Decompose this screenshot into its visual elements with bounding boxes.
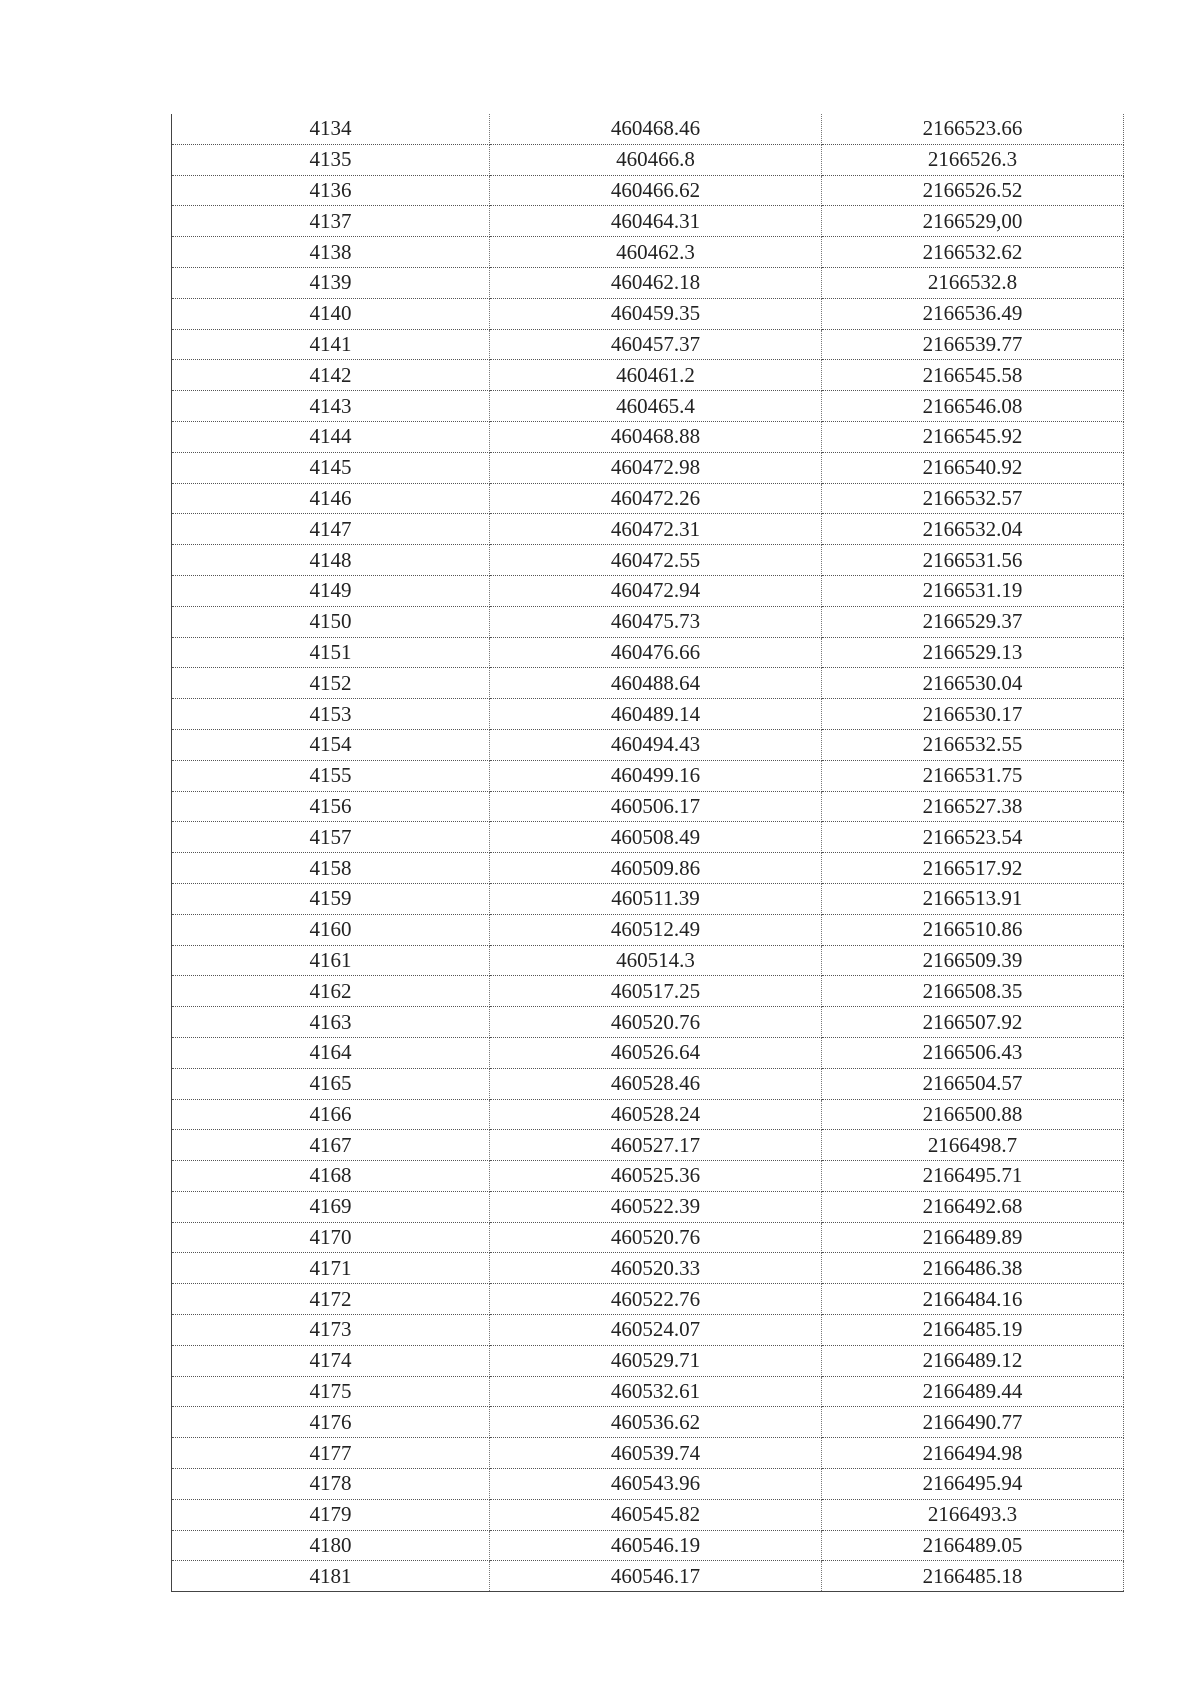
point-id-cell: 4163 bbox=[172, 1007, 490, 1038]
point-id-cell: 4164 bbox=[172, 1037, 490, 1068]
point-id-cell: 4165 bbox=[172, 1068, 490, 1099]
x-coordinate-cell: 460546.17 bbox=[490, 1561, 822, 1592]
point-id-cell: 4134 bbox=[172, 114, 490, 144]
y-coordinate-cell: 2166489.44 bbox=[822, 1376, 1124, 1407]
y-coordinate-cell: 2166532.8 bbox=[822, 267, 1124, 298]
x-coordinate-cell: 460536.62 bbox=[490, 1407, 822, 1438]
y-coordinate-cell: 2166526.3 bbox=[822, 144, 1124, 175]
table-row bbox=[172, 1376, 1124, 1407]
table-row bbox=[172, 1499, 1124, 1530]
x-coordinate-cell: 460527.17 bbox=[490, 1130, 822, 1161]
y-coordinate-cell: 2166531.56 bbox=[822, 545, 1124, 576]
table-row bbox=[172, 822, 1124, 853]
x-coordinate-cell: 460459.35 bbox=[490, 298, 822, 329]
x-coordinate-cell: 460520.76 bbox=[490, 1007, 822, 1038]
y-coordinate-cell: 2166539.77 bbox=[822, 329, 1124, 360]
table-row bbox=[172, 606, 1124, 637]
y-coordinate-cell: 2166530.04 bbox=[822, 668, 1124, 699]
point-id-cell: 4176 bbox=[172, 1407, 490, 1438]
y-coordinate-cell: 2166504.57 bbox=[822, 1068, 1124, 1099]
y-coordinate-cell: 2166527.38 bbox=[822, 791, 1124, 822]
point-id-cell: 4177 bbox=[172, 1438, 490, 1469]
x-coordinate-cell: 460525.36 bbox=[490, 1161, 822, 1192]
x-coordinate-cell: 460511.39 bbox=[490, 883, 822, 914]
y-coordinate-cell: 2166493.3 bbox=[822, 1499, 1124, 1530]
table-row bbox=[172, 575, 1124, 606]
point-id-cell: 4137 bbox=[172, 206, 490, 237]
point-id-cell: 4172 bbox=[172, 1284, 490, 1315]
x-coordinate-cell: 460466.8 bbox=[490, 144, 822, 175]
point-id-cell: 4171 bbox=[172, 1253, 490, 1284]
x-coordinate-cell: 460488.64 bbox=[490, 668, 822, 699]
point-id-cell: 4142 bbox=[172, 360, 490, 391]
point-id-cell: 4152 bbox=[172, 668, 490, 699]
y-coordinate-cell: 2166529.13 bbox=[822, 637, 1124, 668]
point-id-cell: 4158 bbox=[172, 853, 490, 884]
x-coordinate-cell: 460462.3 bbox=[490, 237, 822, 268]
table-row bbox=[172, 668, 1124, 699]
y-coordinate-cell: 2166485.19 bbox=[822, 1315, 1124, 1346]
point-id-cell: 4159 bbox=[172, 883, 490, 914]
y-coordinate-cell: 2166498.7 bbox=[822, 1130, 1124, 1161]
y-coordinate-cell: 2166489.05 bbox=[822, 1530, 1124, 1561]
y-coordinate-cell: 2166530.17 bbox=[822, 699, 1124, 730]
x-coordinate-cell: 460522.76 bbox=[490, 1284, 822, 1315]
x-coordinate-cell: 460506.17 bbox=[490, 791, 822, 822]
table-row bbox=[172, 637, 1124, 668]
y-coordinate-cell: 2166531.75 bbox=[822, 760, 1124, 791]
x-coordinate-cell: 460526.64 bbox=[490, 1037, 822, 1068]
point-id-cell: 4157 bbox=[172, 822, 490, 853]
x-coordinate-cell: 460499.16 bbox=[490, 760, 822, 791]
x-coordinate-cell: 460522.39 bbox=[490, 1191, 822, 1222]
point-id-cell: 4180 bbox=[172, 1530, 490, 1561]
y-coordinate-cell: 2166489.12 bbox=[822, 1345, 1124, 1376]
point-id-cell: 4166 bbox=[172, 1099, 490, 1130]
x-coordinate-cell: 460472.55 bbox=[490, 545, 822, 576]
x-coordinate-cell: 460546.19 bbox=[490, 1530, 822, 1561]
point-id-cell: 4168 bbox=[172, 1161, 490, 1192]
table-row bbox=[172, 1530, 1124, 1561]
table-row bbox=[172, 699, 1124, 730]
point-id-cell: 4181 bbox=[172, 1561, 490, 1592]
x-coordinate-cell: 460514.3 bbox=[490, 945, 822, 976]
point-id-cell: 4150 bbox=[172, 606, 490, 637]
y-coordinate-cell: 2166529.37 bbox=[822, 606, 1124, 637]
table-row bbox=[172, 1161, 1124, 1192]
table-row bbox=[172, 976, 1124, 1007]
table-row bbox=[172, 329, 1124, 360]
point-id-cell: 4145 bbox=[172, 452, 490, 483]
table-row bbox=[172, 1037, 1124, 1068]
y-coordinate-cell: 2166532.04 bbox=[822, 514, 1124, 545]
x-coordinate-cell: 460476.66 bbox=[490, 637, 822, 668]
y-coordinate-cell: 2166484.16 bbox=[822, 1284, 1124, 1315]
x-coordinate-cell: 460517.25 bbox=[490, 976, 822, 1007]
y-coordinate-cell: 2166506.43 bbox=[822, 1037, 1124, 1068]
point-id-cell: 4173 bbox=[172, 1315, 490, 1346]
table-row bbox=[172, 483, 1124, 514]
y-coordinate-cell: 2166513.91 bbox=[822, 883, 1124, 914]
y-coordinate-cell: 2166509.39 bbox=[822, 945, 1124, 976]
x-coordinate-cell: 460472.26 bbox=[490, 483, 822, 514]
table-row bbox=[172, 175, 1124, 206]
point-id-cell: 4155 bbox=[172, 760, 490, 791]
point-id-cell: 4140 bbox=[172, 298, 490, 329]
point-id-cell: 4136 bbox=[172, 175, 490, 206]
point-id-cell: 4161 bbox=[172, 945, 490, 976]
x-coordinate-cell: 460489.14 bbox=[490, 699, 822, 730]
point-id-cell: 4179 bbox=[172, 1499, 490, 1530]
table-row bbox=[172, 545, 1124, 576]
x-coordinate-cell: 460529.71 bbox=[490, 1345, 822, 1376]
table-row bbox=[172, 853, 1124, 884]
point-id-cell: 4175 bbox=[172, 1376, 490, 1407]
x-coordinate-cell: 460475.73 bbox=[490, 606, 822, 637]
y-coordinate-cell: 2166540.92 bbox=[822, 452, 1124, 483]
y-coordinate-cell: 2166536.49 bbox=[822, 298, 1124, 329]
table-row bbox=[172, 1130, 1124, 1161]
table-row bbox=[172, 1222, 1124, 1253]
table-row bbox=[172, 1315, 1124, 1346]
point-id-cell: 4143 bbox=[172, 391, 490, 422]
point-id-cell: 4154 bbox=[172, 729, 490, 760]
table-row bbox=[172, 945, 1124, 976]
x-coordinate-cell: 460524.07 bbox=[490, 1315, 822, 1346]
table-row bbox=[172, 760, 1124, 791]
x-coordinate-cell: 460465.4 bbox=[490, 391, 822, 422]
table-row bbox=[172, 1068, 1124, 1099]
point-id-cell: 4151 bbox=[172, 637, 490, 668]
x-coordinate-cell: 460472.31 bbox=[490, 514, 822, 545]
table-row bbox=[172, 1345, 1124, 1376]
y-coordinate-cell: 2166526.52 bbox=[822, 175, 1124, 206]
y-coordinate-cell: 2166523.54 bbox=[822, 822, 1124, 853]
table-row bbox=[172, 206, 1124, 237]
y-coordinate-cell: 2166517.92 bbox=[822, 853, 1124, 884]
y-coordinate-cell: 2166531.19 bbox=[822, 575, 1124, 606]
x-coordinate-cell: 460512.49 bbox=[490, 914, 822, 945]
x-coordinate-cell: 460539.74 bbox=[490, 1438, 822, 1469]
x-coordinate-cell: 460464.31 bbox=[490, 206, 822, 237]
x-coordinate-cell: 460468.88 bbox=[490, 421, 822, 452]
y-coordinate-cell: 2166546.08 bbox=[822, 391, 1124, 422]
x-coordinate-cell: 460520.76 bbox=[490, 1222, 822, 1253]
y-coordinate-cell: 2166529,00 bbox=[822, 206, 1124, 237]
x-coordinate-cell: 460545.82 bbox=[490, 1499, 822, 1530]
table-row bbox=[172, 298, 1124, 329]
table-row bbox=[172, 360, 1124, 391]
table-row bbox=[172, 1099, 1124, 1130]
table-row bbox=[172, 883, 1124, 914]
table-row bbox=[172, 914, 1124, 945]
y-coordinate-cell: 2166545.58 bbox=[822, 360, 1124, 391]
table-row bbox=[172, 452, 1124, 483]
table-row bbox=[172, 391, 1124, 422]
table-row bbox=[172, 1007, 1124, 1038]
y-coordinate-cell: 2166495.71 bbox=[822, 1161, 1124, 1192]
point-id-cell: 4174 bbox=[172, 1345, 490, 1376]
x-coordinate-cell: 460472.98 bbox=[490, 452, 822, 483]
x-coordinate-cell: 460494.43 bbox=[490, 729, 822, 760]
point-id-cell: 4148 bbox=[172, 545, 490, 576]
point-id-cell: 4139 bbox=[172, 267, 490, 298]
x-coordinate-cell: 460508.49 bbox=[490, 822, 822, 853]
point-id-cell: 4167 bbox=[172, 1130, 490, 1161]
table-row bbox=[172, 144, 1124, 175]
x-coordinate-cell: 460528.46 bbox=[490, 1068, 822, 1099]
table-row bbox=[172, 791, 1124, 822]
point-id-cell: 4138 bbox=[172, 237, 490, 268]
point-id-cell: 4135 bbox=[172, 144, 490, 175]
y-coordinate-cell: 2166532.57 bbox=[822, 483, 1124, 514]
table-row bbox=[172, 1191, 1124, 1222]
table-row bbox=[172, 1407, 1124, 1438]
y-coordinate-cell: 2166485.18 bbox=[822, 1561, 1124, 1592]
x-coordinate-cell: 460543.96 bbox=[490, 1469, 822, 1500]
point-id-cell: 4160 bbox=[172, 914, 490, 945]
y-coordinate-cell: 2166494.98 bbox=[822, 1438, 1124, 1469]
point-id-cell: 4162 bbox=[172, 976, 490, 1007]
x-coordinate-cell: 460468.46 bbox=[490, 114, 822, 144]
point-id-cell: 4146 bbox=[172, 483, 490, 514]
table-row bbox=[172, 514, 1124, 545]
y-coordinate-cell: 2166510.86 bbox=[822, 914, 1124, 945]
point-id-cell: 4149 bbox=[172, 575, 490, 606]
x-coordinate-cell: 460532.61 bbox=[490, 1376, 822, 1407]
table-row bbox=[172, 1561, 1124, 1592]
coordinates-table-body bbox=[172, 114, 1124, 1592]
table-row bbox=[172, 1253, 1124, 1284]
y-coordinate-cell: 2166492.68 bbox=[822, 1191, 1124, 1222]
table-row bbox=[172, 114, 1124, 144]
y-coordinate-cell: 2166486.38 bbox=[822, 1253, 1124, 1284]
x-coordinate-cell: 460457.37 bbox=[490, 329, 822, 360]
y-coordinate-cell: 2166490.77 bbox=[822, 1407, 1124, 1438]
table-row bbox=[172, 729, 1124, 760]
x-coordinate-cell: 460528.24 bbox=[490, 1099, 822, 1130]
x-coordinate-cell: 460462.18 bbox=[490, 267, 822, 298]
table-row bbox=[172, 237, 1124, 268]
point-id-cell: 4147 bbox=[172, 514, 490, 545]
point-id-cell: 4144 bbox=[172, 421, 490, 452]
table-row bbox=[172, 267, 1124, 298]
table-row bbox=[172, 421, 1124, 452]
table-row bbox=[172, 1438, 1124, 1469]
x-coordinate-cell: 460520.33 bbox=[490, 1253, 822, 1284]
y-coordinate-cell: 2166532.55 bbox=[822, 729, 1124, 760]
point-id-cell: 4141 bbox=[172, 329, 490, 360]
x-coordinate-cell: 460509.86 bbox=[490, 853, 822, 884]
y-coordinate-cell: 2166508.35 bbox=[822, 976, 1124, 1007]
y-coordinate-cell: 2166495.94 bbox=[822, 1469, 1124, 1500]
point-id-cell: 4178 bbox=[172, 1469, 490, 1500]
point-id-cell: 4156 bbox=[172, 791, 490, 822]
y-coordinate-cell: 2166507.92 bbox=[822, 1007, 1124, 1038]
y-coordinate-cell: 2166523.66 bbox=[822, 114, 1124, 144]
point-id-cell: 4169 bbox=[172, 1191, 490, 1222]
coordinates-table bbox=[171, 114, 1124, 1592]
y-coordinate-cell: 2166532.62 bbox=[822, 237, 1124, 268]
x-coordinate-cell: 460472.94 bbox=[490, 575, 822, 606]
table-row bbox=[172, 1469, 1124, 1500]
point-id-cell: 4153 bbox=[172, 699, 490, 730]
y-coordinate-cell: 2166489.89 bbox=[822, 1222, 1124, 1253]
y-coordinate-cell: 2166500.88 bbox=[822, 1099, 1124, 1130]
point-id-cell: 4170 bbox=[172, 1222, 490, 1253]
x-coordinate-cell: 460461.2 bbox=[490, 360, 822, 391]
table-row bbox=[172, 1284, 1124, 1315]
x-coordinate-cell: 460466.62 bbox=[490, 175, 822, 206]
y-coordinate-cell: 2166545.92 bbox=[822, 421, 1124, 452]
